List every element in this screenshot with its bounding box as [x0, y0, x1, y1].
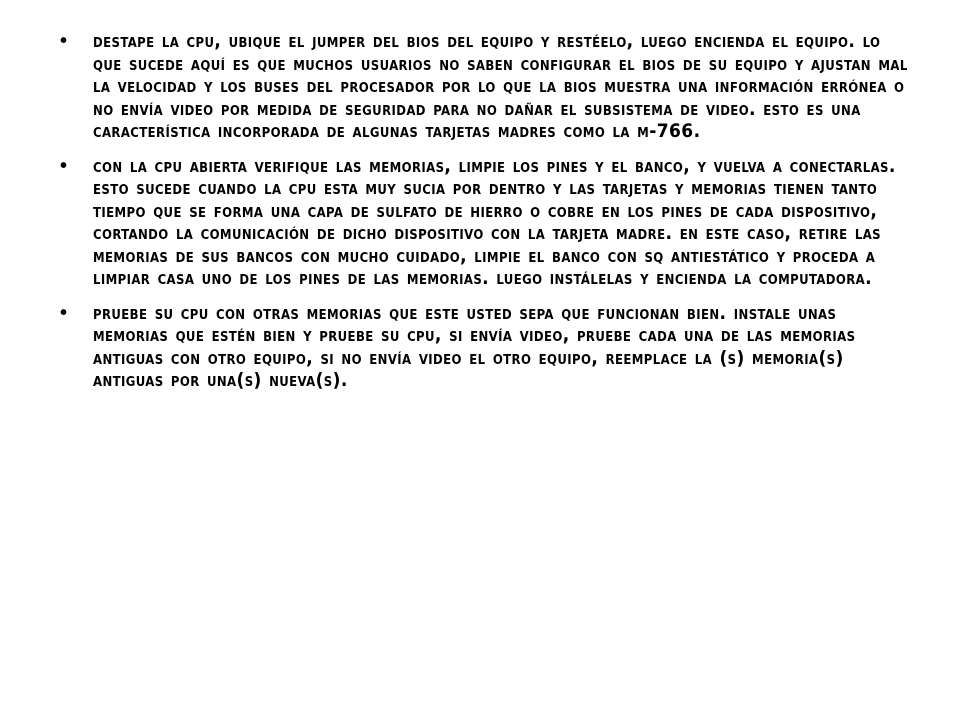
bullet-item-limpiar-memorias: [60, 155, 910, 290]
bullet-item-jumper-bios: [60, 30, 910, 143]
bullet-list: [60, 30, 910, 404]
bullet-dot-icon: •: [60, 30, 68, 52]
bullet-text: pruebe su cpu con otras memorias que este usted sepa que funcionan bien. instale unas memorias que estén bien y pruebe su cpu, si envía video, pruebe cada una de las memorias antiguas con otro equipo, si no envía video el otro equipo, reemplace la (s) memoria(s) antiguas por una(s) nueva(s).: [93, 301, 856, 391]
bullet-dot-icon: •: [60, 154, 68, 177]
bullet-text: con la cpu abierta verifique las memorias, limpie los pines y el banco, y vuelva a conectarlas. esto sucede cuando la cpu esta muy sucia por dentro y las tarjetas y memorias tienen tanto tiempo que se forma una capa de sulfato de hierro o cobre en los pines de cada dispositivo, cortando la comunicación de dicho dispositivo con la tarjeta madre. en este caso, retire las memorias de sus bancos con mucho cuidado, limpie el banco con sq antiestático y proceda a limpiar casa uno de los pines de las memorias. luego instálelas y encienda la computadora.: [93, 154, 896, 289]
bullet-text: destape la cpu, ubique el jumper del bios del equipo y restéelo, luego encienda el equipo. lo que sucede aquí es que muchos usuarios no saben configurar el bios de su equipo y ajustan mal la velocidad y los buses del procesador por lo que la bios muestra una información errónea o no envía video por medida de seguridad para no dañar el subsistema de video. esto es una característica incorporada de algunas tarjetas madres como la m-766.: [93, 30, 908, 142]
bullet-dot-icon: •: [60, 301, 68, 324]
bullet-item-probar-memorias: [60, 302, 910, 392]
